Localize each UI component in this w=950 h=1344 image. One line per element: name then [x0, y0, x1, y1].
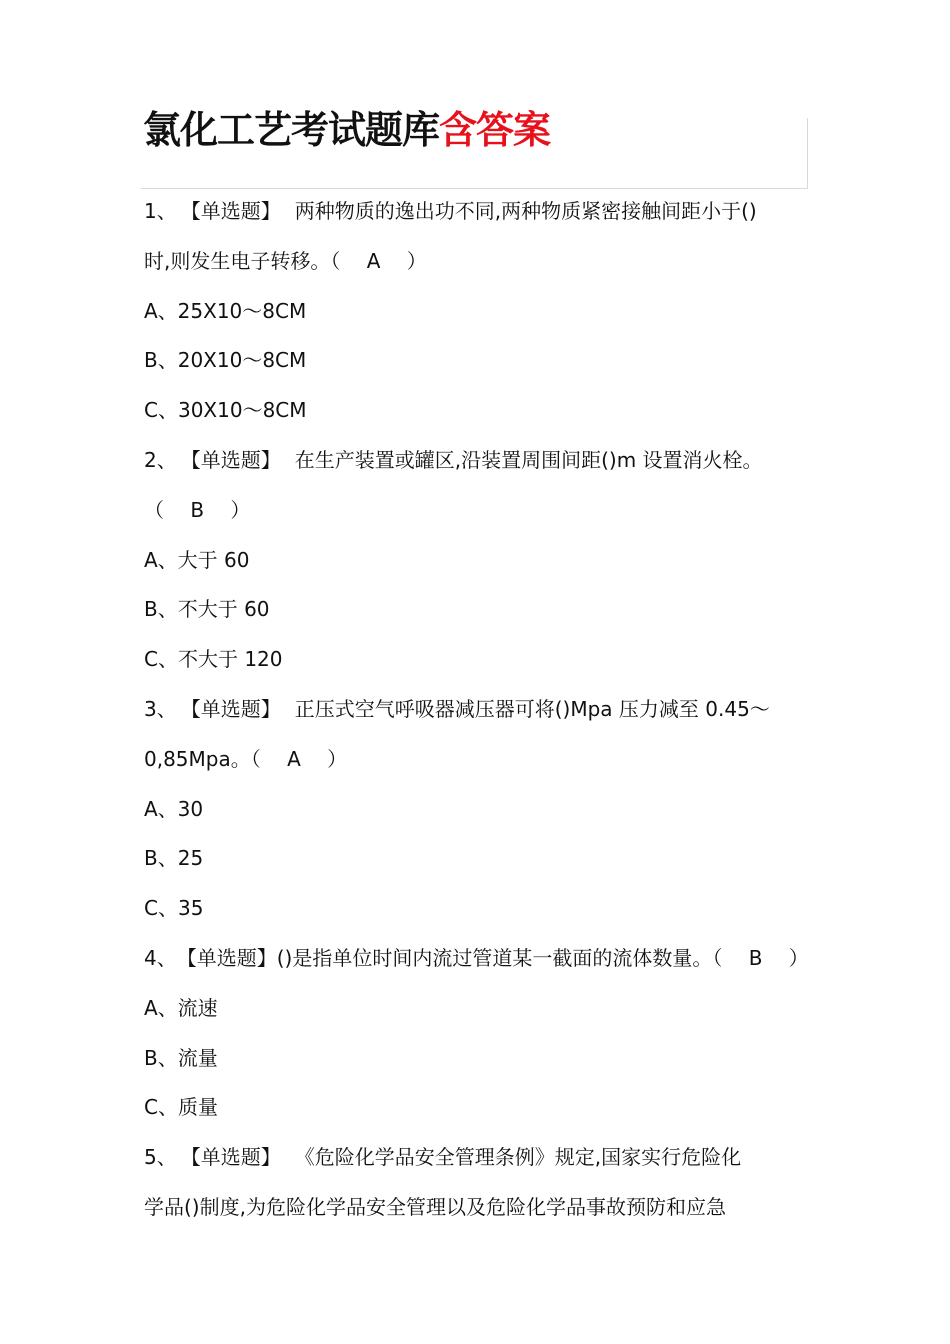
question-2-stem: [144, 436, 812, 486]
page-title-highlight: 含答案: [439, 108, 551, 152]
question-3-option-b: B、25: [144, 846, 204, 871]
question-number: 4、: [144, 945, 177, 970]
question-number: 3、: [144, 696, 177, 721]
question-4-option-a: A、流速: [144, 995, 218, 1020]
question-type-tag: 【单选题】: [176, 945, 277, 970]
question-3-option-c: C、35: [144, 896, 204, 921]
question-text: ()是指单位时间内流过管道某一截面的流体数量。（ B ）: [276, 945, 809, 970]
question-number: 2、: [144, 447, 177, 472]
question-3-stem-cont: 0,85Mpa。（ A ）: [144, 746, 348, 771]
question-1-stem-cont: 时,则发生电子转移。（ A ）: [144, 248, 427, 273]
question-5-stem-cont: 学品()制度,为危险化学品安全管理以及危险化学品事故预防和应急: [144, 1194, 726, 1219]
question-1-option-a: A、25X10～8CM: [144, 298, 307, 323]
question-4-option-c: C、质量: [144, 1095, 218, 1120]
question-text: 正压式空气呼吸器减压器可将()Mpa 压力减至 0.45～: [294, 696, 770, 721]
question-2-stem-cont: （ B ）: [144, 497, 251, 522]
question-text: 两种物质的逸出功不同,两种物质紧密接触间距小于(): [294, 199, 757, 223]
question-type-tag: 【单选题】: [180, 1145, 281, 1170]
question-2-option-a: A、大于 60: [144, 547, 250, 572]
question-type-tag: 【单选题】: [180, 696, 281, 721]
question-4-option-b: B、流量: [144, 1045, 218, 1070]
question-number: 1、: [144, 199, 177, 223]
question-number: 5、: [144, 1145, 177, 1170]
page-title-main: 氯化工艺考试题库: [143, 108, 440, 152]
question-1-option-c: C、30X10～8CM: [144, 398, 307, 423]
question-3-option-a: A、30: [144, 796, 204, 821]
question-type-tag: 【单选题】: [180, 447, 281, 472]
question-2-option-b: B、不大于 60: [144, 597, 270, 622]
question-3-stem: [144, 685, 812, 735]
question-list: [144, 187, 812, 1233]
question-1-stem: [144, 187, 812, 237]
question-1-option-b: B、20X10～8CM: [144, 348, 307, 373]
question-type-tag: 【单选题】: [180, 199, 281, 223]
question-2-option-c: C、不大于 120: [144, 647, 283, 672]
question-4-stem: [144, 934, 812, 984]
question-5-stem: [144, 1133, 812, 1183]
page-title: [143, 106, 550, 154]
question-text: 《危险化学品安全管理条例》规定,国家实行危险化: [294, 1145, 742, 1170]
question-text: 在生产装置或罐区,沿装置周围间距()m 设置消火栓。: [294, 447, 763, 472]
